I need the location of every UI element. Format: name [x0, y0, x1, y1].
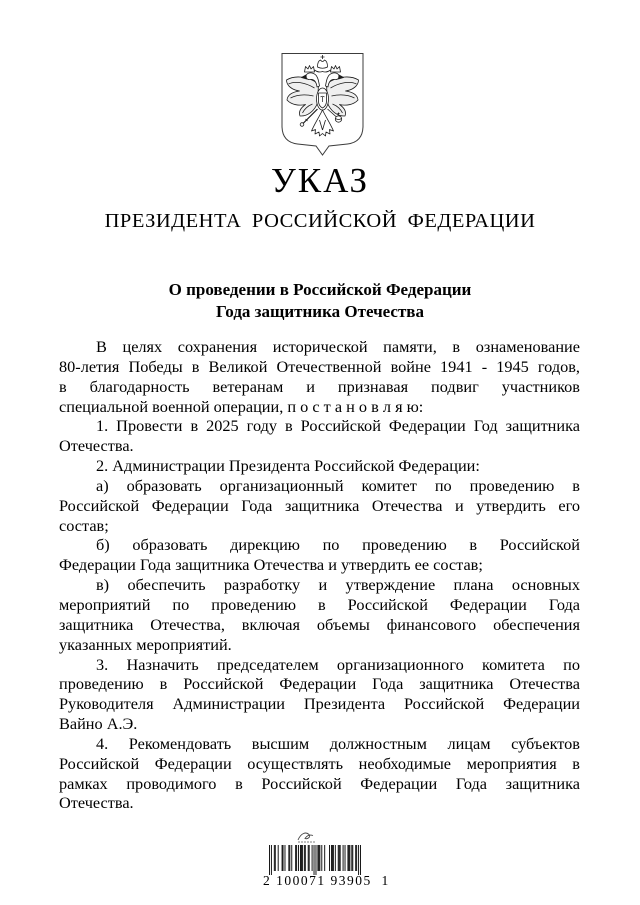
body-line-p4-l3: состав; [59, 515, 109, 535]
body-line-p7-l1: 3. Назначить председателем организационного комитета по [96, 654, 580, 674]
body-line-p5-l1: б) образовать дирекцию по проведению в Российской [96, 535, 580, 555]
body-line-p8-l2: Российской Федерации осуществлять необходимые мероприятия в [59, 753, 580, 773]
body-line-p3-l1: 2. Администрации Президента Российской Федерации: [96, 456, 480, 476]
barcode [269, 845, 361, 875]
decree-body-text [59, 337, 580, 813]
body-line-p1-l1: В целях сохранения исторической памяти, в ознаменование [96, 337, 580, 356]
heading-line-2: Года защитника Отечества [215, 302, 424, 321]
body-line-p1-l3: в благодарность ветеранам и признавая подвиг участников [59, 376, 580, 396]
body-line-p4-l2: Российской Федерации Года защитника Отечества и утвердить его [59, 495, 580, 515]
russian-coat-of-arms [278, 52, 367, 158]
body-line-p5-l2: Федерации Года защитника Отечества и утвердить ее состав; [59, 555, 483, 575]
print-mark-icon [296, 831, 318, 844]
body-line-p7-l3: Руководителя Администрации Президента Российской Федерации [59, 694, 580, 714]
body-line-p8-l1: 4. Рекомендовать высшим должностным лицам субъектов [96, 733, 580, 753]
body-line-p6-l3: защитника Отечества, включая объемы финансового обеспечения [59, 614, 580, 634]
body-line-p6-l4: указанных мероприятий. [59, 634, 232, 654]
decree-subject-heading [0, 279, 640, 323]
body-line-p6-l2: мероприятий по проведению в Российской Федерации Года [59, 594, 580, 614]
heading-line-1: О проведении в Российской Федерации [168, 280, 472, 299]
body-line-p7-l4: Вайно А.Э. [59, 714, 138, 734]
body-line-p8-l4: Отечества. [59, 793, 134, 813]
body-line-p1-l4: специальной военной операции, п о с т а н о в л я ю: [59, 396, 424, 416]
body-line-p7-l2: проведению в Российской Федерации Года защитника Отечества [59, 674, 580, 694]
body-line-p2-l1: 1. Провести в 2025 году в Российской Федерации Год защитника [96, 416, 580, 436]
body-line-p1-l2: 80-летия Победы в Великой Отечественной войне 1941 - 1945 годов, [59, 356, 580, 376]
body-line-p4-l1: а) образовать организационный комитет по проведению в [96, 475, 580, 495]
body-line-p8-l3: рамках проводимого в Российской Федерации Года защитника [59, 773, 580, 793]
body-line-p2-l2: Отечества. [59, 436, 134, 456]
body-line-p6-l1: в) обеспечить разработку и утверждение плана основных [96, 575, 580, 595]
coat-of-arms-icon [278, 52, 367, 158]
document-subtitle: ПРЕЗИДЕНТА РОССИЙСКОЙ ФЕДЕРАЦИИ [104, 210, 536, 232]
document-title: УКАЗ [270, 161, 370, 200]
barcode-digits: 2 100071 93905 1 [263, 873, 390, 888]
